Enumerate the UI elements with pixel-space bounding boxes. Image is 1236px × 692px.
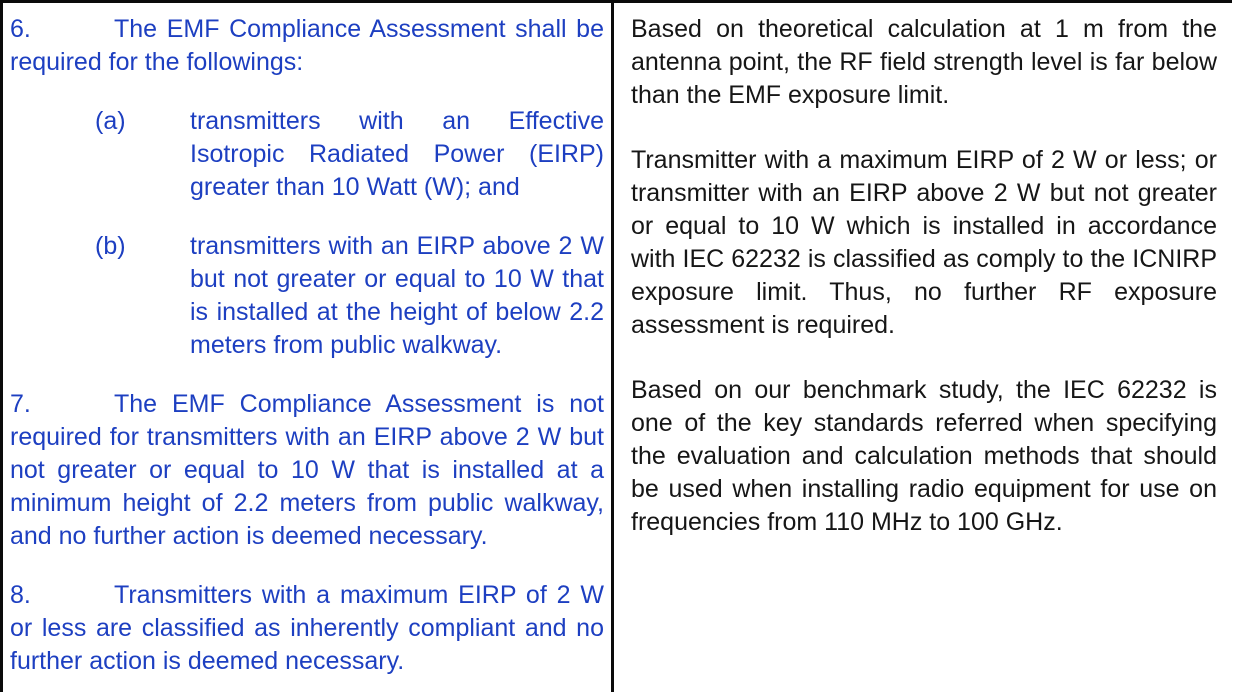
response-paragraph-1: Based on theoretical calculation at 1 m from the antenna point, the RF field strength level is far below than the EMF exposure limit. — [631, 15, 1217, 109]
list-item-a-marker: (a) — [95, 107, 126, 135]
paragraph-7-text: The EMF Compliance Assessment is not required for transmitters with an EIRP above 2 W but not greater or equal to 10 W that is installed at a minimum height of 2.2 meters from public walkway, and no further action is deemed necessary. — [10, 390, 604, 550]
paragraph-7 — [10, 388, 604, 553]
paragraph-6-number: 6. — [10, 15, 31, 43]
paragraph-8-number: 8. — [10, 581, 31, 609]
paragraph-7-number: 7. — [10, 390, 31, 418]
list-item-a — [95, 105, 604, 204]
response-paragraph-3: Based on our benchmark study, the IEC 62232 is one of the key standards referred when specifying the evaluation and calculation methods that should be used when installing radio equipment for use on frequencies from 110 MHz to 100 GHz. — [631, 376, 1217, 536]
table-column-divider — [611, 0, 614, 692]
table-top-border — [0, 0, 1232, 3]
right-column-responses — [631, 13, 1217, 571]
paragraph-8-text: Transmitters with a maximum EIRP of 2 W or less are classified as inherently compliant and no further action is deemed necessary. — [10, 581, 604, 675]
list-item-b-marker: (b) — [95, 232, 126, 260]
paragraph-8 — [10, 579, 604, 678]
response-paragraph-2: Transmitter with a maximum EIRP of 2 W or less; or transmitter with an EIRP above 2 W but not greater or equal to 10 W which is installed in accordance with IEC 62232 is classified as comply to the ICNIRP exposure limit. Thus, no further RF exposure assessment is required. — [631, 146, 1217, 339]
list-item-b-text: transmitters with an EIRP above 2 W but not greater or equal to 10 W that is installed at the height of below 2.2 meters from public walkway. — [190, 232, 604, 359]
table-left-border — [0, 0, 3, 692]
list-item-b — [95, 230, 604, 362]
paragraph-6-text: The EMF Compliance Assessment shall be required for the followings: — [10, 15, 604, 76]
left-column-requirements — [10, 13, 604, 692]
list-item-a-text: transmitters with an Effective Isotropic Radiated Power (EIRP) greater than 10 Watt (W); and — [190, 107, 604, 201]
paragraph-6 — [10, 13, 604, 79]
